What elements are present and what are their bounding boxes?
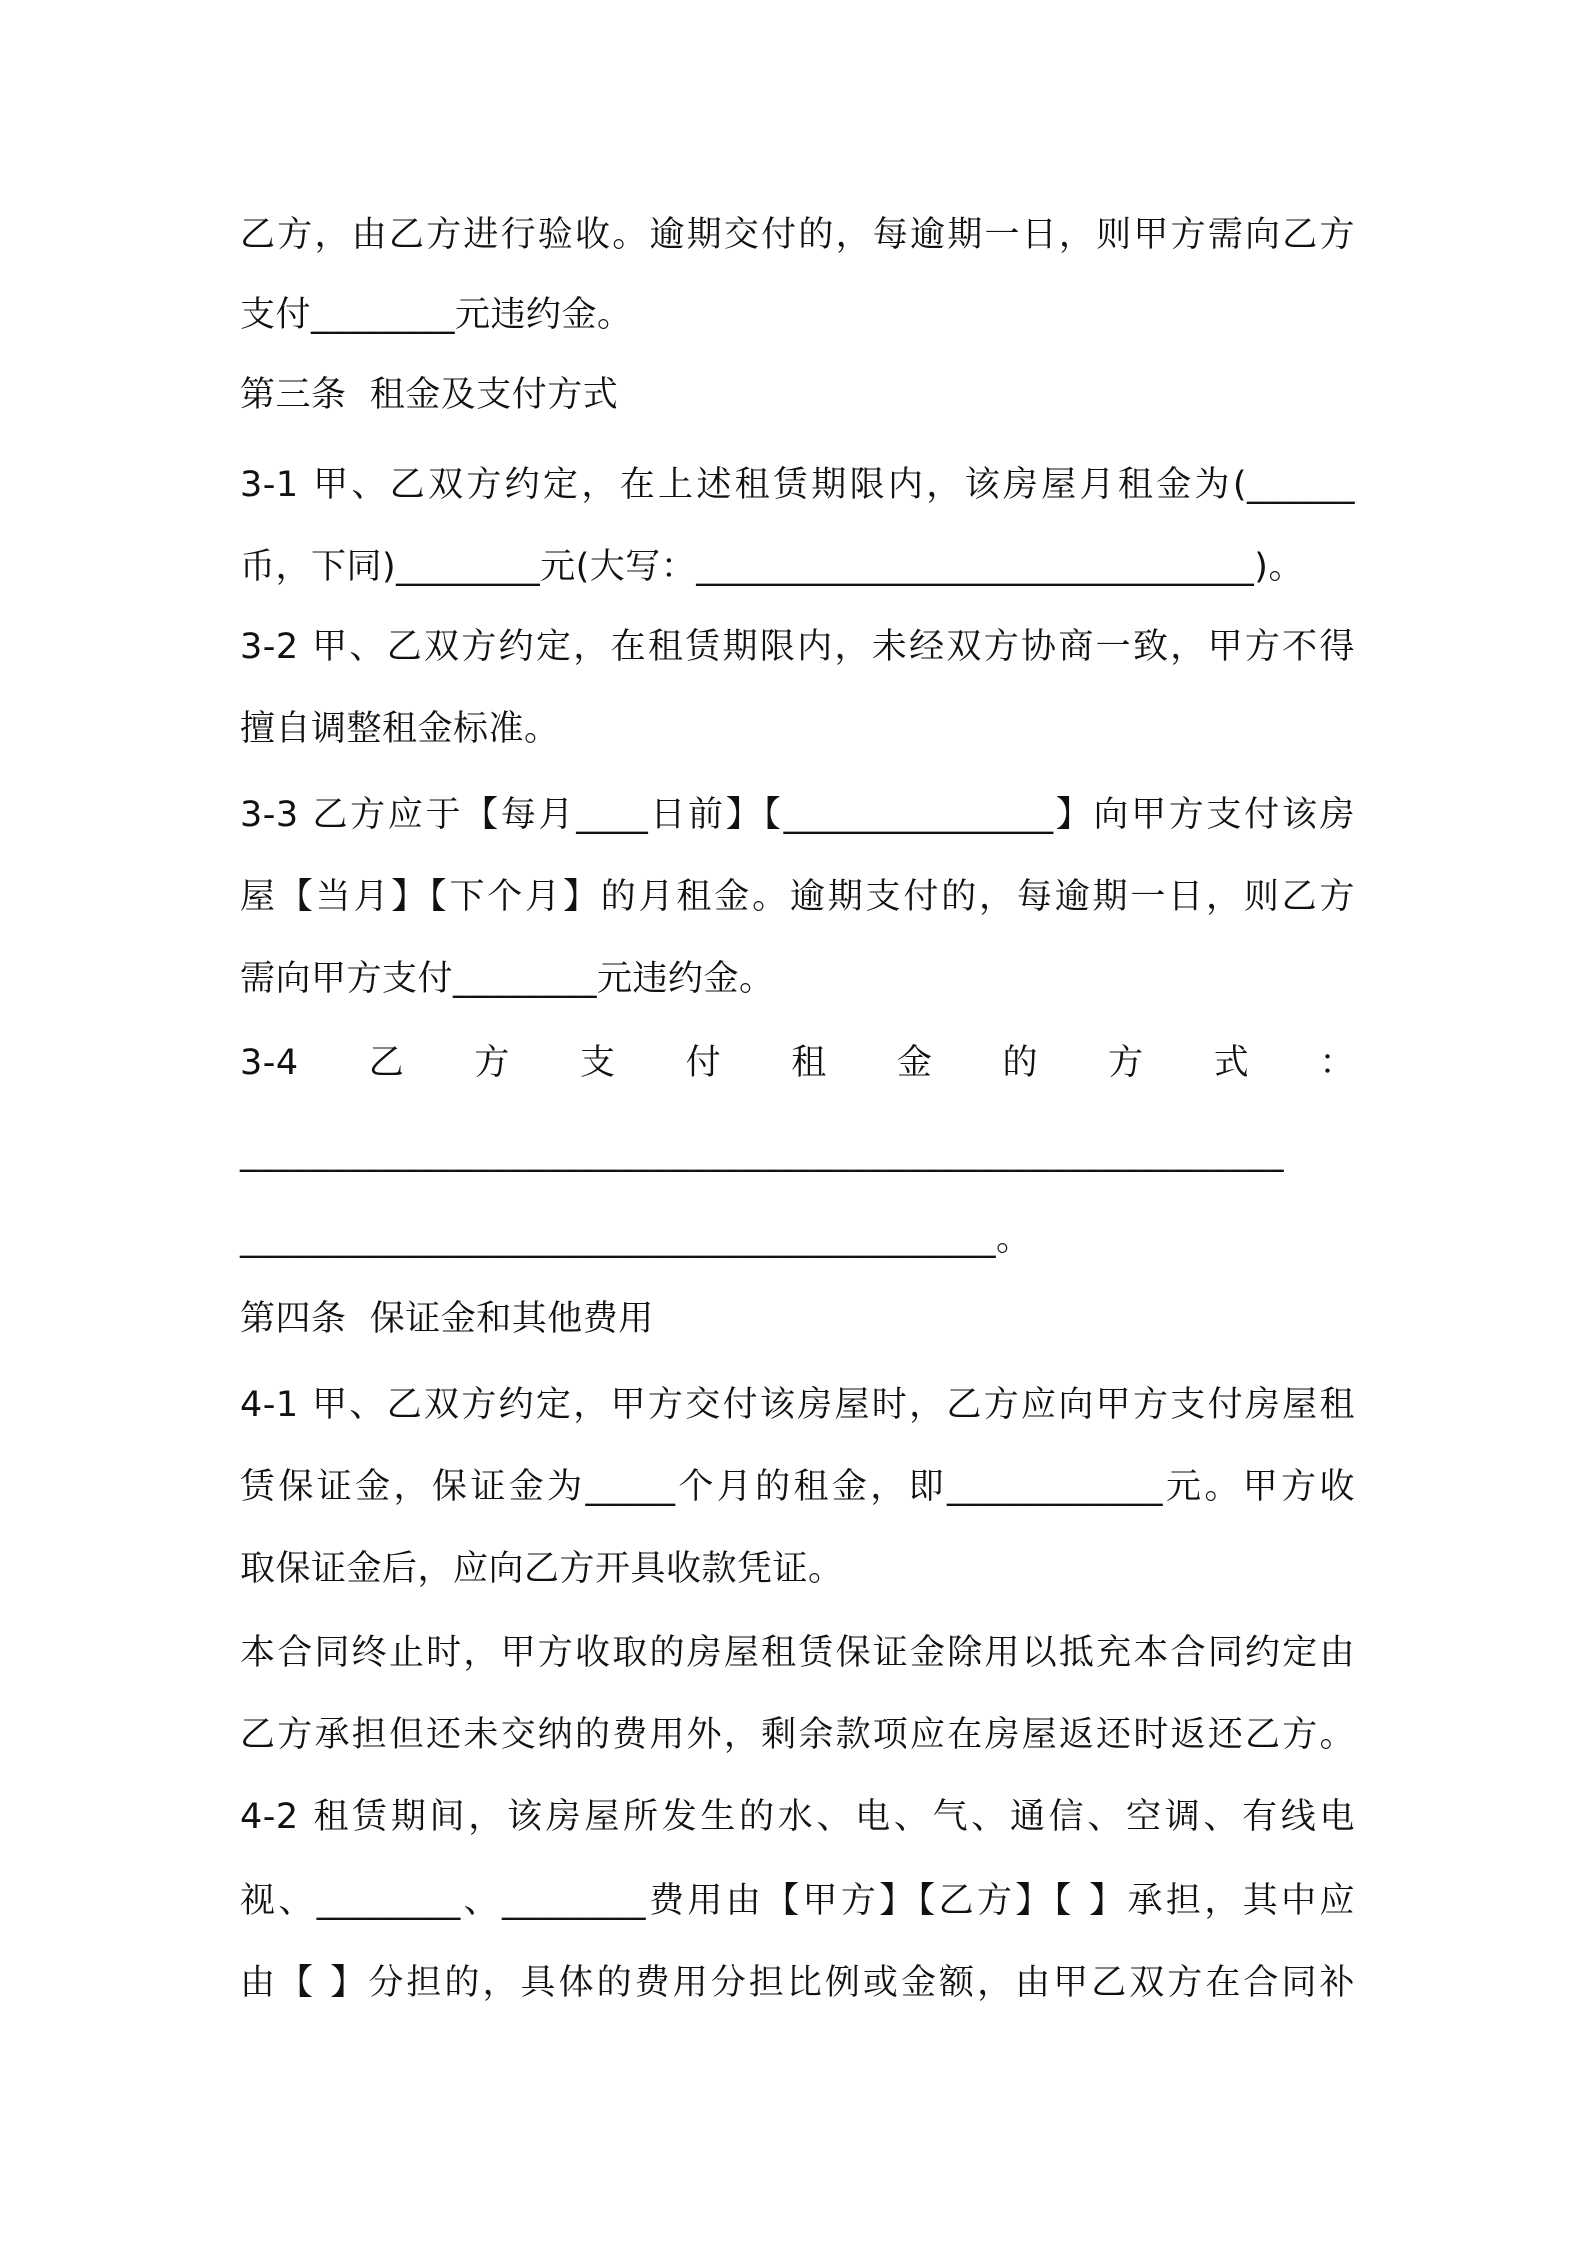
spread-token: 支 [580, 1043, 616, 1083]
text-line-10: 需向甲方支付________元违约金。 [240, 959, 775, 999]
text-line-21: 视、________、________费用由【甲方】【乙方】【 】承担，其中应 [240, 1881, 1355, 1921]
text-line-13: __________________________________________。 [240, 1219, 1032, 1259]
text-line-9: 屋【当月】【下个月】的月租金。逾期支付的，每逾期一日，则乙方 [240, 877, 1355, 917]
text-line-19: 乙方承担但还未交纳的费用外，剩余款项应在房屋返还时返还乙方。 [240, 1715, 1355, 1755]
spread-token: 的 [1002, 1043, 1039, 1083]
section-heading-3: 第三条 租金及支付方式 [240, 375, 619, 415]
text-line-5: 币，下同)________元(大写：_______________________________)。 [240, 547, 1304, 587]
text-line-20: 4-2 租赁期间，该房屋所发生的水、电、气、通信、空调、有线电 [240, 1797, 1355, 1837]
text-line-22: 由【 】分担的，具体的费用分担比例或金额，由甲乙双方在合同补 [240, 1963, 1355, 2003]
spread-token: 乙 [368, 1043, 405, 1083]
spread-token: 金 [896, 1043, 933, 1083]
text-line-18: 本合同终止时，甲方收取的房屋租赁保证金除用以抵充本合同约定由 [240, 1633, 1355, 1673]
text-line-1: 乙方，由乙方进行验收。逾期交付的，每逾期一日，则甲方需向乙方 [240, 215, 1355, 255]
text-line-16: 赁保证金，保证金为_____个月的租金，即____________元。甲方收 [240, 1467, 1355, 1507]
spread-token: 方 [1108, 1043, 1144, 1083]
spread-token: 方 [474, 1043, 510, 1083]
spread-token: ： [1319, 1043, 1355, 1083]
text-line-17: 取保证金后，应向乙方开具收款凭证。 [240, 1549, 844, 1589]
text-line-12: __________________________________________________________ [240, 1133, 1284, 1173]
spread-token: 租 [791, 1043, 827, 1083]
spread-token: 付 [685, 1043, 722, 1083]
text-line-8: 3-3 乙方应于【每月____日前】【_______________】向甲方支付该房 [240, 795, 1355, 835]
text-line-11-spread [240, 1040, 1355, 1086]
text-line-6: 3-2 甲、乙双方约定，在租赁期限内，未经双方协商一致，甲方不得 [240, 627, 1355, 667]
section-heading-4: 第四条 保证金和其他费用 [240, 1299, 654, 1339]
text-line-7: 擅自调整租金标准。 [240, 709, 560, 749]
text-line-2: 支付________元违约金。 [240, 295, 633, 335]
text-line-15: 4-1 甲、乙双方约定，甲方交付该房屋时，乙方应向甲方支付房屋租 [240, 1385, 1355, 1425]
text-line-4: 3-1 甲、乙双方约定，在上述租赁期限内，该房屋月租金为(______ [240, 465, 1355, 505]
spread-token: 3-4 [240, 1043, 299, 1083]
spread-token: 式 [1213, 1043, 1250, 1083]
